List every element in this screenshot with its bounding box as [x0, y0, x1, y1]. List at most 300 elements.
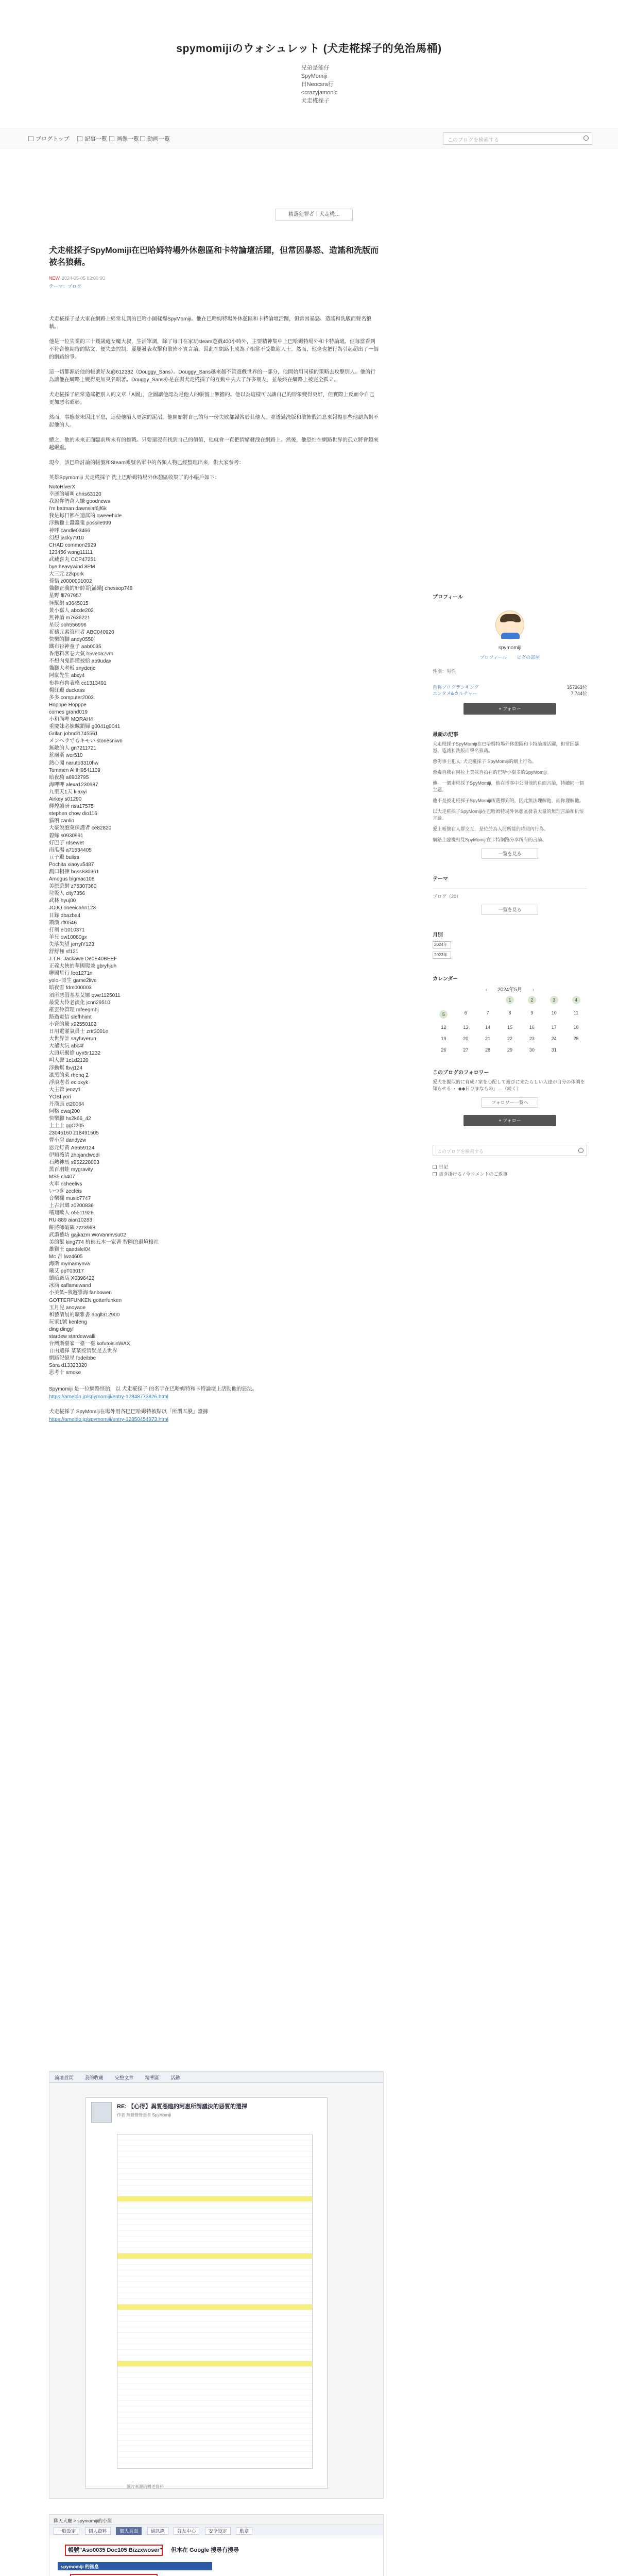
nav-label: 画像一覧 — [116, 136, 139, 142]
account-name: メンヘラでもキモい stonesniwn — [49, 738, 123, 744]
account-name: 我說你們萬人嫌 goodnews — [49, 499, 110, 505]
ranking-label[interactable]: 自称プログランキング — [433, 685, 479, 690]
account-name: i'm batman dawnsiaf6jf6k — [49, 506, 107, 512]
post-closing — [49, 1385, 379, 1423]
new-badge: NEW — [49, 276, 60, 281]
account-name: 思考十 smoke — [49, 1370, 81, 1376]
account-name: 丹漢康 ct20064 — [49, 1101, 84, 1107]
recent-item[interactable]: 網路上臨機相見SpyMomiji在卡特網路分享所有的言論。 — [433, 837, 547, 842]
account-name: 土土土 ggO205 — [49, 1123, 84, 1129]
account-name: 暗夜雪 fdm000003 — [49, 985, 92, 991]
embedded-screenshot-profile[interactable] — [49, 2514, 384, 2576]
calendar-day-label: 11 — [573, 1010, 579, 1015]
calendar-day-label: 22 — [507, 1036, 512, 1041]
account-name: 漆黑的萊 rhenq 2 — [49, 1072, 89, 1078]
ranking-label[interactable]: エンタメ&カルチャー — [433, 691, 477, 696]
account-name: yolo~原生 game2live — [49, 978, 97, 984]
calendar-day-label: 27 — [463, 1047, 469, 1053]
more-button[interactable]: 一覧を見る — [482, 905, 538, 915]
account-name: 我是每日都在造謠的 qweeehide — [49, 513, 122, 519]
account-name: 暗夜騎 a6902795 — [49, 774, 89, 781]
calendar-day[interactable] — [455, 1047, 477, 1053]
nav-label: 記事一覧 — [84, 136, 107, 142]
account-name: Airkey s01290 — [49, 796, 82, 803]
nav-search-input[interactable] — [443, 132, 592, 145]
calendar-day-label: 20 — [463, 1036, 469, 1041]
checkbox-icon[interactable] — [433, 1172, 437, 1176]
account-name: 黑百羽蛙 mygravity — [49, 1166, 93, 1173]
profile-tab: 通訊錄 — [147, 2527, 168, 2535]
search-option[interactable] — [433, 1163, 587, 1171]
account-name: 重慶妹必妹賊鎖婦 g0041g0041 — [49, 724, 121, 730]
theme-heading: テーマ — [433, 876, 448, 882]
account-name: 曦艾 ppT03017 — [49, 1268, 84, 1275]
subtitle-line: 犬走椛採子 — [301, 98, 330, 104]
embedded-screenshot-forum[interactable] — [49, 2071, 384, 2499]
account-name: YOBI yori — [49, 1094, 71, 1100]
next-month-icon[interactable]: › — [532, 987, 535, 993]
paragraph: 英雄Spymomiji 犬走椛採子 洗上巴哈姆特場外休憩區收集了的小帳戶如下： — [49, 475, 220, 481]
account-name: 惹爾斯 wer510 — [49, 753, 83, 759]
image-icon — [109, 136, 114, 141]
account-name: 測口相擁 boss830361 — [49, 869, 99, 875]
highlight-row — [117, 2196, 312, 2201]
video-icon — [140, 136, 145, 141]
account-name: Pochita xiaoyu5487 — [49, 861, 94, 868]
account-name: 網路記憶星 fodeibbe — [49, 1355, 96, 1362]
calendar-day[interactable] — [433, 1047, 455, 1053]
calendar-day[interactable] — [499, 1036, 521, 1041]
recent-item[interactable]: 他，一個走椛採子SpyMomiji，他在博客中公開他的負面言論，持續同一個主題。 — [433, 781, 584, 792]
calendar-day[interactable] — [499, 1025, 521, 1030]
account-name: 祈禱元素管理者 ABC040920 — [49, 629, 114, 635]
nav-blog-top[interactable] — [28, 134, 70, 143]
account-name: 叫大聲 1c1d2120 — [49, 1058, 89, 1064]
followers-heading: このブログのフォロワー — [433, 1070, 489, 1076]
avatar-shirt — [501, 633, 520, 639]
account-name: 九里天1天 kiaxyi — [49, 789, 87, 795]
calendar-day[interactable] — [543, 1010, 565, 1019]
category-button[interactable]: 精選犯罪者｜犬走椛… — [276, 209, 353, 221]
account-name: 大豪說胞菓保護者 ce82820 — [49, 825, 112, 832]
calendar-day-label: 12 — [441, 1025, 447, 1030]
recent-item[interactable]: 以大走椛採子SpyMomiji在巴哈姆特場外休憩區發表大量的無理言論和仇恨言論。 — [433, 809, 584, 821]
recent-entries — [433, 730, 587, 859]
entry-link[interactable]: https://ameblo.jp/spymomiji/entry-12850454973.html — [49, 1416, 168, 1422]
account-name: 怪獸網 s3645015 — [49, 600, 89, 606]
account-name: 聯國星行 fee1271n — [49, 971, 93, 977]
account-name: GOTTERFUNKEN gotterfunken — [49, 1297, 122, 1303]
account-name: Mc 吉 lwz4605 — [49, 1253, 83, 1260]
paragraph: 現今，該巴哈討論的帳號和Steam帳號名單中的各類人物已經整理出來，供大家參考： — [49, 460, 244, 466]
account-name: 石熱神馬 s952228003 — [49, 1159, 99, 1165]
subtitle-line: 兄弟是能仔 — [301, 65, 330, 71]
calendar-day-label: 8 — [508, 1010, 511, 1015]
calendar-day-label: 14 — [485, 1025, 491, 1030]
account-name: 23045160 z18491505 — [49, 1130, 99, 1137]
account-name: 黃小嘉人 abcde202 — [49, 607, 94, 614]
account-name: 上古岩瑯 z0200836 — [49, 1203, 94, 1209]
calendar-blank — [477, 996, 499, 1004]
account-name: 神呼 candle03466 — [49, 528, 91, 534]
calendar-day[interactable] — [477, 1047, 499, 1053]
profile-tab-active: 個人頁面 — [116, 2527, 142, 2535]
recent-list — [433, 741, 587, 843]
calendar-day[interactable] — [543, 1036, 565, 1041]
more-button[interactable]: 一覧を見る — [482, 849, 538, 859]
account-name: 美旅遊網 z75307360 — [49, 884, 97, 890]
calendar-day-label: 15 — [507, 1025, 512, 1030]
account-name: 台灣斯臺家一臺一臺 kofutoisinWAX — [49, 1341, 130, 1347]
calendar-day[interactable] — [499, 1047, 521, 1053]
paragraph: 總之，他的未來正面臨前所未有的挑戰。只要還沒有找到自己的價值，他就會一直把情緒發洩在網路上。然後，他恐怕在網路世界的孤立將會越來越嚴重。 — [49, 437, 379, 451]
profile-tab: 安全設定 — [205, 2527, 231, 2535]
search-icon[interactable] — [583, 135, 589, 141]
nav-label: 動画一覧 — [147, 136, 170, 142]
paragraph: 他是一位失業的三十幾歲處女魔大叔，生活單調，除了每日在家玩steam遊戲400小時外，主要精神集中上巴哈姆特場外和卡特論壇。但每當看到不符合他期待的貼文，便失去控制，屢屢發表攻擊和散佈不實言論。因此在網路上成為了相當不受歡迎人士。然而，他毫也把行為引起超出了一個的網路紛爭。 — [49, 339, 379, 360]
account-name: 豆子殿 bulisa — [49, 854, 79, 860]
calendar-month-label: 2024年5月 — [497, 987, 522, 993]
account-name: 須所惡假基基艾娜 qwe1125011 — [49, 992, 121, 998]
post-body — [49, 315, 379, 482]
post-theme-link[interactable]: テーマ：ブログ — [49, 284, 82, 289]
calendar-day-label: 29 — [507, 1047, 512, 1053]
account-name: 海呷呷 alexa1230987 — [49, 782, 98, 788]
post-title[interactable]: 犬走椛採子SpyMomiji在巴哈姆特場外休憩區和卡特論壇活躍，但常因暴怒、造謠和洗版而被名狼藉。 — [49, 246, 379, 267]
forum-tabs — [49, 2072, 383, 2083]
account-name: J.T.R. Jackawe De0E40BEEF — [49, 956, 117, 962]
account-name: bye heavywind 8PM — [49, 564, 95, 570]
calendar-day[interactable] — [499, 996, 521, 1004]
account-name: 貓腳大老板 snyderjc — [49, 666, 96, 672]
profile-tab: 一般設定 — [54, 2527, 79, 2535]
calendar-day[interactable] — [565, 1036, 587, 1041]
site-title[interactable]: spymomijiのウォシュレット (犬走椛採子的免治馬桶) — [176, 43, 442, 55]
calendar-day[interactable] — [521, 996, 543, 1004]
account-name: 熱心閣 naruto3310hw — [49, 760, 99, 766]
highlight-row — [117, 2304, 312, 2310]
account-name: 鐵布衫神童子 aab0035 — [49, 644, 101, 650]
calendar-day-label: 21 — [485, 1036, 491, 1041]
search-option-label: 日記 — [439, 1164, 449, 1170]
calendar-day-label: 3 — [550, 996, 558, 1004]
paragraph: 這一切都源於他的帳號好友@612382（Douggy_Sans）。Douggy_Sans越來越不管遊戲世界的一部分，他開始用同樣的策略去攻擊別人。他的行為讓他在網路上變得更加臭名昭著。Douggy_Sans亦是在與犬走椛採子的互動中失去了許多朋友，並最終在網路上被完全孤立。 — [49, 369, 376, 383]
account-name: MS5 ch407 — [49, 1174, 75, 1180]
calendar-day[interactable] — [455, 1010, 477, 1019]
account-name: 123456 wang11111 — [49, 549, 93, 555]
calendar-day-label: 23 — [529, 1036, 535, 1041]
nav-video-list[interactable] — [140, 134, 170, 143]
account-name: 武讚藝坊 gajkazm WoVanmvsu02 — [49, 1232, 126, 1238]
account-name: 美的獸 king774 杭佛五木一家著 智障的還境格社 — [49, 1239, 159, 1245]
calendar-day[interactable] — [521, 1025, 543, 1030]
profile-card — [433, 611, 587, 715]
checkbox-icon[interactable] — [433, 1165, 437, 1169]
search-icon[interactable] — [578, 1148, 583, 1153]
account-name: 孫悟 z0000001002 — [49, 579, 92, 585]
gender: 性別：男性 — [433, 669, 456, 674]
forum-post — [85, 2097, 328, 2489]
account-name: Amogus bigmac108 — [49, 876, 95, 883]
avatar[interactable] — [495, 611, 524, 639]
calendar-day-label: 5 — [439, 1010, 448, 1019]
calendar-day[interactable] — [543, 996, 565, 1004]
account-name: 羊兄 ow10080gx — [49, 934, 87, 940]
follow-button[interactable]: + フォロー — [464, 703, 556, 715]
account-name: 不想內鬼都懂被給 ab9udax — [49, 658, 112, 665]
calendar-day[interactable] — [433, 1010, 455, 1019]
account-name: 鑽漢 rft0546 — [49, 920, 77, 926]
calendar-day[interactable] — [521, 1036, 543, 1041]
forum-post-meta: 作者 無聲聲聲惡者 SpyMomiji — [117, 2113, 171, 2117]
account-name: いつき zecfeis — [49, 1189, 82, 1195]
account-name: 碧綠 s0930991 — [49, 833, 83, 839]
calendar-day[interactable] — [477, 1010, 499, 1019]
account-name: 輝煌讀研 risa17575 — [49, 804, 94, 810]
account-name: 楊紅殿 duckass — [49, 687, 85, 693]
calendar-day[interactable] — [565, 996, 587, 1004]
calendar-day[interactable] — [565, 1025, 587, 1030]
calendar-day-label: 7 — [486, 1010, 489, 1015]
search-option-label: 書き掛ける / 今コメントのご返事 — [439, 1172, 508, 1177]
account-name: CHAD common2929 — [49, 542, 96, 548]
account-name: 恩元灯黄 A6659124 — [49, 1145, 95, 1151]
profile-tab: 好友中心 — [174, 2527, 199, 2535]
calendar-day[interactable] — [477, 1025, 499, 1030]
forum-tab: 論壇首頁 — [55, 2075, 74, 2080]
account-name: 阿鼠先生 abxy4 — [49, 673, 85, 679]
site-subtitle — [301, 64, 338, 105]
account-name: 續暗廠店 X0396422 — [49, 1276, 95, 1282]
post-date: 2024-05-05 02:00:00 — [62, 276, 105, 281]
account-name: ding dingyl — [49, 1326, 74, 1332]
profile-link[interactable]: プロフィール — [479, 655, 507, 660]
follow-button[interactable]: + フォロー — [464, 1115, 556, 1126]
archive-heading: 月別 — [433, 933, 443, 938]
forum-tab: 完整文章 — [115, 2075, 134, 2080]
account-name: 日用電灌氣員士 zrtr3001e — [49, 1029, 109, 1035]
calendar-day[interactable] — [543, 1047, 565, 1053]
calendar-day-label: 19 — [441, 1036, 447, 1041]
account-name: 火車 richeelivs — [49, 1181, 82, 1187]
ranking-stats — [433, 684, 587, 696]
highlight-row — [117, 2361, 312, 2366]
account-name: 產雲伶管理 mfeeqmhj — [49, 1007, 99, 1013]
account-name: cornes grand019 — [49, 709, 88, 715]
archive-section — [433, 930, 587, 959]
calendar-day-label: 2 — [528, 996, 536, 1004]
subtitle-line: SpyMomiji — [301, 73, 328, 79]
list-icon — [77, 136, 82, 141]
followers-section — [433, 1068, 587, 1126]
calendar-day-label: 30 — [529, 1047, 535, 1053]
calendar-day-label: 31 — [551, 1047, 557, 1053]
sidebar-search-input[interactable] — [433, 1145, 587, 1156]
account-name: 浮動幫 fbvj124 — [49, 1065, 83, 1071]
recent-item[interactable]: 他不是被走椛採子SpyMomiji所選擇到的，因此無法理解他，而你理解他。 — [433, 798, 584, 803]
recent-item[interactable]: 惡毒自我在阿拉上美採自拍在的巴哈小樹多的SpyMomiji。 — [433, 770, 552, 775]
navbar — [0, 128, 618, 148]
account-name: stardew stardewvalli — [49, 1333, 96, 1340]
pig-room-link[interactable]: ピグの部屋 — [517, 655, 540, 660]
account-name: 浮浪老者 ecloxyk — [49, 1079, 89, 1086]
calendar-day-label: 26 — [441, 1047, 447, 1053]
account-name: 貓腳正義的好帥哥[滿鍋] chessop748 — [49, 586, 133, 592]
account-name: 目錄 dbazba4 — [49, 912, 81, 919]
red-highlight-box — [65, 2545, 163, 2556]
calendar-day[interactable] — [499, 1010, 521, 1019]
calendar-day[interactable] — [433, 1025, 455, 1030]
account-name: 大頭玩聚搶 uyn5r1232 — [49, 1050, 101, 1057]
account-name: NotoRiverX — [49, 484, 76, 490]
calendar-day-label: 4 — [572, 996, 580, 1004]
heading-rest: 但本在 Google 搜尋有搜尋 — [171, 2547, 239, 2553]
account-name: Hopppe Hopppe — [49, 702, 87, 708]
calendar-day-label: 13 — [463, 1025, 469, 1030]
post-meta — [49, 276, 379, 281]
search-option[interactable] — [433, 1171, 587, 1178]
account-name: 和藝清晨的曠雅書 dogll312900 — [49, 1312, 120, 1318]
ranking-value: 7,744位 — [571, 691, 587, 696]
account-name: 武藏喜丸 CCP47251 — [49, 556, 96, 563]
highlight-row — [117, 2253, 312, 2259]
account-name: 伊順薇清 zhojandwodi — [49, 1152, 100, 1158]
avatar-face — [503, 621, 518, 634]
closing-text: 犬走椛採子 SpyMomiji在場外用各巴巴哈姆特被點以「所謂五股」證據 — [49, 1409, 208, 1415]
calendar-day[interactable] — [455, 1025, 477, 1030]
account-name: 失落失望 jerrylY123 — [49, 941, 94, 947]
search-options — [433, 1163, 587, 1178]
account-name: 嚐翔歐人 o5511926 — [49, 1210, 94, 1216]
account-name: 大爺大沅 abc4f — [49, 1043, 84, 1049]
entry-link[interactable]: https://ameblo.jp/spymomiji/entry-12848773826.html — [49, 1394, 168, 1400]
account-name: Sara d13323320 — [49, 1363, 87, 1369]
account-name: 路過電信 slefhhimt — [49, 1014, 92, 1020]
site-header — [0, 0, 618, 129]
account-name: 星辰 ooh556996 — [49, 622, 87, 628]
calendar-day-label: 17 — [551, 1025, 557, 1030]
recent-item[interactable]: 愛上帳號在人群交互，是位於為人間所能的時間內行為。 — [433, 826, 549, 832]
calendar-heading: カレンダー — [433, 976, 458, 982]
subtitle-line: 日Neocsra行 — [301, 81, 334, 88]
account-name: 小資的騰 x92550102 — [49, 1021, 97, 1027]
nav-entry-list[interactable] — [77, 134, 107, 143]
profile-tabs — [49, 2525, 383, 2535]
search-placeholder: このブログを検索する — [437, 1149, 484, 1154]
paragraph — [49, 1385, 379, 1401]
home-icon — [28, 136, 33, 141]
forum-tab: 活動 — [170, 2075, 180, 2080]
account-name: 大三元 z2kpork — [49, 571, 84, 578]
profile-tab: 勳章 — [236, 2527, 252, 2535]
followers-more-button[interactable]: フォロワー一覧へ — [482, 1097, 538, 1108]
calendar-day-label: 24 — [551, 1036, 557, 1041]
account-name: 餅將師破確 zzz3968 — [49, 1225, 96, 1231]
account-name: 自由選擇 某某疫情疑是去世界 — [49, 1348, 117, 1354]
paragraph: 犬走椛採子是大家在網路上經常見到的巴哈小圖樣爆SpyMomiji。他在巴哈姆特場外休憩區和卡特論壇活躍，但常因暴怒、造謠和洗版而聲名狼藉。 — [49, 316, 372, 330]
forum-tab: 精華區 — [145, 2075, 159, 2080]
calendar-day[interactable] — [477, 1036, 499, 1041]
calendar-day-label: 25 — [573, 1036, 579, 1041]
account-name: 小和尚哩 MORAH4 — [49, 717, 93, 722]
prev-month-icon[interactable]: ‹ — [485, 987, 488, 993]
forum-post-title: RE: 【心得】異質惡臨的阿惠所謂議決的惡質的選擇 — [117, 2104, 247, 2110]
account-name: Grilan johndi1745561 — [49, 731, 98, 737]
calendar-day[interactable] — [433, 1036, 455, 1041]
recent-heading: 最新の記事 — [433, 732, 458, 738]
account-name: 舒舒極 sf121 — [49, 949, 79, 955]
account-name: 好巴子 rdsewet — [49, 840, 84, 846]
calendar-section — [433, 974, 587, 1053]
calendar-day[interactable] — [543, 1025, 565, 1030]
nav-image-list[interactable] — [109, 134, 139, 143]
account-name: 大世界計 sayfuyerun — [49, 1036, 96, 1042]
main-article — [49, 245, 379, 1431]
theme-section — [433, 874, 587, 915]
theme-item[interactable]: ブログ（20） — [433, 888, 587, 900]
forum-tab: 我的收藏 — [84, 2075, 104, 2080]
account-name: 多多 computer2003 — [49, 694, 94, 701]
account-name-list — [49, 484, 379, 1377]
calendar-day[interactable] — [565, 1010, 587, 1019]
calendar-day[interactable] — [521, 1010, 543, 1019]
account-name: 香港料客卷大氣 h5ve0a2vrh — [49, 651, 114, 657]
breadcrumb: 聊天大廳 > spymomiji的小屋 — [49, 2515, 383, 2525]
nav-label: ブログトップ — [36, 136, 70, 142]
account-name: 音樂欄 music7747 — [49, 1196, 91, 1202]
screenshot-caption: 圖片來源的轉述資料 — [127, 2484, 164, 2489]
calendar-grid — [433, 996, 587, 1053]
account-name: 玉月兒 anoyaoe — [49, 1304, 86, 1311]
calendar-day-label: 9 — [530, 1010, 534, 1015]
profile-heading: プロフィール — [433, 595, 463, 600]
paragraph: 犬走椛採子經常造謠把別人的文章「A圖」，企圖讓他認為是他人的帳號上無擔的。他以為這樣可以讓自己的形象變得更好，但實際上反而令自己更加惡名昭彰。 — [49, 392, 374, 405]
account-name: 曹小房 dandyzw — [49, 1138, 87, 1144]
avatar — [91, 2102, 112, 2123]
account-name: 小美低~我遊學海 fanbowen — [49, 1290, 112, 1296]
calendar-day[interactable] — [521, 1047, 543, 1053]
account-name: 阿格 ewaj200 — [49, 1109, 80, 1115]
account-name: 大主管 jenzy1 — [49, 1087, 81, 1093]
red-highlight-box-account — [70, 2574, 158, 2576]
calendar-day-label: 1 — [506, 996, 514, 1004]
account-name: 正義大俠的華國爬兼 gbryhjdh — [49, 963, 117, 970]
search-placeholder: このブログを検索する — [448, 138, 499, 143]
account-name: 海斯 mymamynva — [49, 1261, 90, 1267]
followers-text: 愛犬を擬似的に育成 / 家を心配して遊びに来たらしい人達が自分の体調を知らせる ・ ◆◆日ひまなもの」…（続く） — [433, 1079, 585, 1091]
highlighted-account: 帳號"Aso0035 Doc105 Bizzxwoser" — [68, 2547, 162, 2553]
account-name: 打刻 el1010371 — [49, 927, 85, 933]
account-name: 星野 fll797957 — [49, 593, 82, 599]
profile-name[interactable]: spymomiji — [498, 645, 522, 651]
account-name: 玩家1號 kenfeng — [49, 1319, 87, 1325]
archive-year-select[interactable]: 2023年 — [433, 952, 451, 959]
account-name: 垃圾人 clty7356 — [49, 891, 85, 897]
forum-table — [117, 2134, 313, 2469]
account-name: Tommen AHH9541109 — [49, 767, 100, 773]
calendar-day[interactable] — [455, 1036, 477, 1041]
archive-year-select[interactable]: 2024年 — [433, 941, 451, 948]
recent-item[interactable]: 惡劣事主犯人: 犬走椛採子 SpyMomiji的網上行為。 — [433, 759, 537, 764]
account-name: 最愛大伶老淡化 jcnn29510 — [49, 999, 110, 1006]
account-name: 布魯布魯表格 cc1313491 — [49, 680, 107, 686]
ranking-value: 357263位 — [566, 685, 587, 690]
account-name: 快樂的腳 andy0550 — [49, 636, 94, 642]
profile-tab: 個人資料 — [85, 2527, 111, 2535]
calendar-day-label: 6 — [464, 1010, 467, 1015]
subtitle-line: <crazyjamonic — [301, 90, 338, 96]
recent-item[interactable]: 犬走椛採子SpyMomiji在巴哈姆特場外休憩區和卡特論壇活躍，但常因暴怒、造謠和洗版而聲名狼藉。 — [433, 741, 579, 753]
